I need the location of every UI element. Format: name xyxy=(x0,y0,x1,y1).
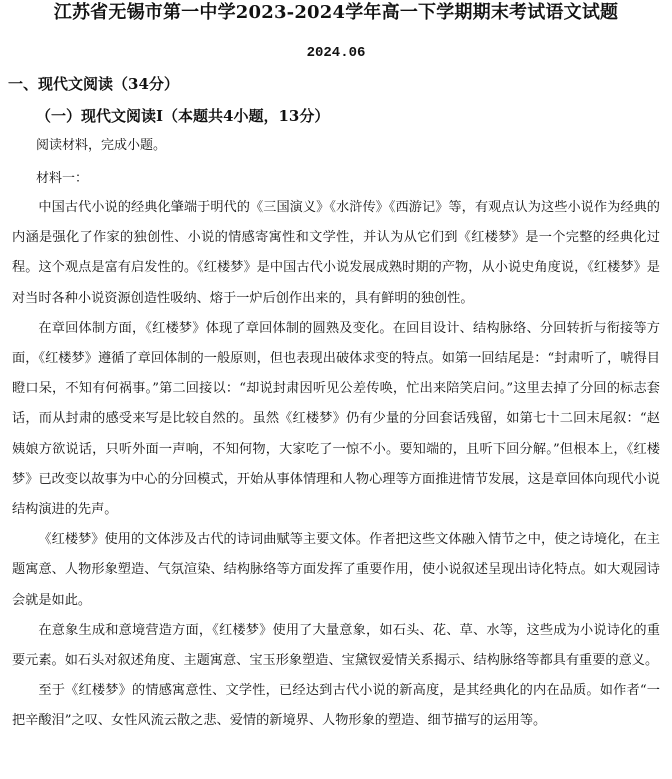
paragraph: 在章回体制方面，《红楼梦》体现了章回体制的圆熟及变化。在回目设计、结构脉络、分回转折与衔接等方面，《红楼梦》遵循了章回体制的一般原则，但也表现出破体求变的特点。如第一回结尾是：“封肃听了，唬得目瞪口呆，不知有何祸事。”第二回接以：“却说封肃因听见公差传唤，忙出来陪笑启问。”这里去掉了分回的标志套话，而从封肃的感受来写是比较自然的。虽然《红楼梦》仍有少量的分回套话残留，如第七十二回末尾叙：“赵姨娘方欲说话，只听外面一声响，不知何物，大家吃了一惊不小。要知端的，且听下回分解。”但根本上，《红楼梦》已改变以故事为中心的分回模式，开始从事体情理和人物心理等方面推进情节发展，这是章回体向现代小说结构演进的先声。 xyxy=(12,320,660,518)
paragraph: 中国古代小说的经典化肇端于明代的《三国演义》《水浒传》《西游记》等，有观点认为这些小说作为经典的内涵是强化了作家的独创性、小说的情感寄寓性和文学性，并认为从它们到《红楼梦》是一个完整的经典化过程。这个观点是富有启发性的。《红楼梦》是中国古代小说发展成熟时期的产物，从小说史角度说，《红楼梦》是对当时各种小说资源创造性吸纳、熔于一炉后创作出来的，具有鲜明的独创性。 xyxy=(12,200,660,306)
subsection-heading: （一）现代文阅读Ⅰ（本题共4小题，13分） xyxy=(36,107,330,125)
reading-instruction: 阅读材料，完成小题。 xyxy=(36,138,167,153)
section-heading: 一、现代文阅读（34分） xyxy=(8,75,179,93)
paragraph: 《红楼梦》使用的文体涉及古代的诗词曲赋等主要文体。作者把这些文体融入情节之中，使之诗境化，在主题寓意、人物形象塑造、气氛渲染、结构脉络等方面发挥了重要作用，使小说叙述呈现出诗化特点。如大观园诗会就是如此。 xyxy=(12,532,660,608)
document-date: 2024.06 xyxy=(306,45,366,61)
paragraph: 在意象生成和意境营造方面，《红楼梦》使用了大量意象，如石头、花、草、水等，这些成为小说诗化的重要元素。如石头对叙述角度、主题寓意、宝玉形象塑造、宝黛钗爱情关系揭示、结构脉络等都具有重要的意义。 xyxy=(12,622,660,669)
material-title: 材料一： xyxy=(36,171,89,186)
paragraph: 至于《红楼梦》的情感寓意性、文学性，已经达到古代小说的新高度，是其经典化的内在品质。如作者“一把辛酸泪”之叹、女性风流云散之悲、爱情的新境界、人物形象的塑造、细节描写的运用等。 xyxy=(12,683,660,729)
document-title: 江苏省无锡市第一中学2023-2024学年高一下学期期末考试语文试题 xyxy=(53,2,619,23)
material-body xyxy=(12,193,660,737)
